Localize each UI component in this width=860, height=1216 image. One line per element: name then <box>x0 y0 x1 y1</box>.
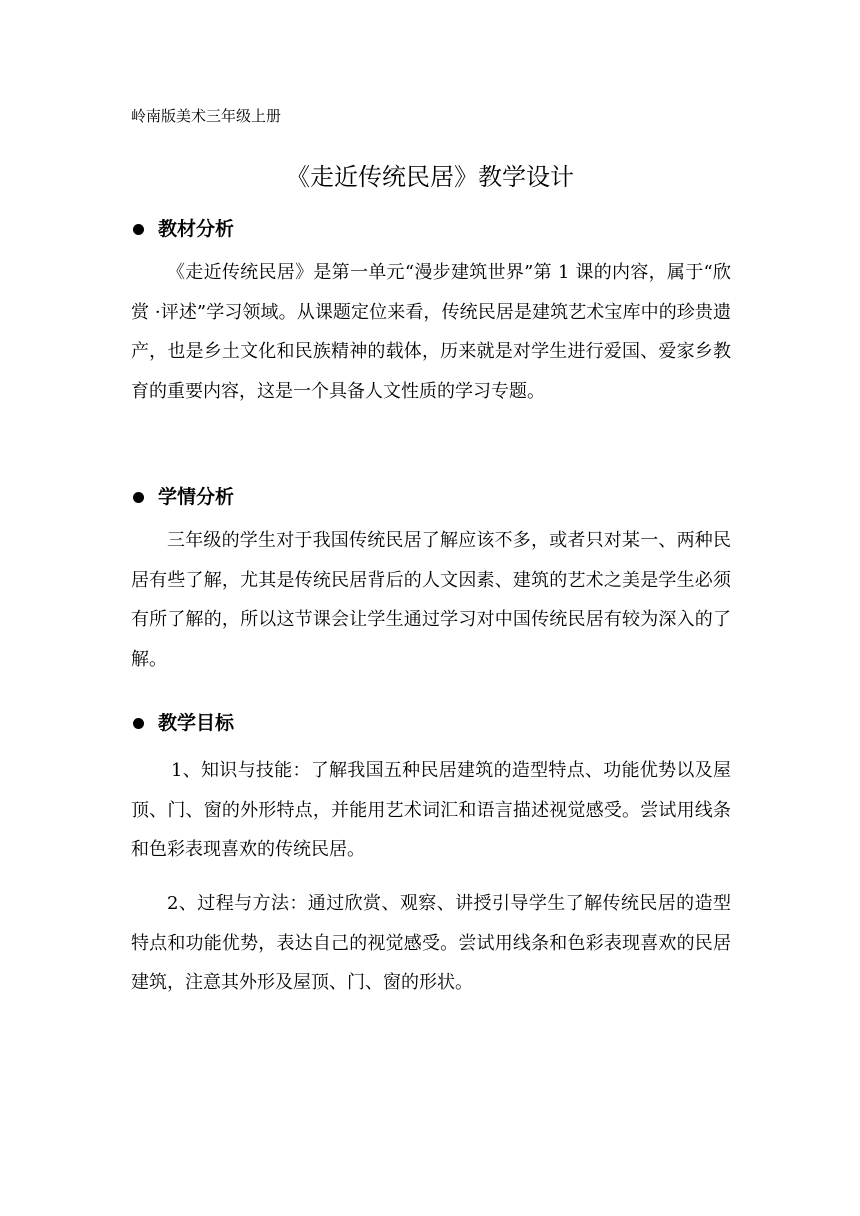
header-note: 岭南版美术三年级上册 <box>131 107 282 125</box>
section-heading-textbook-analysis <box>131 216 234 242</box>
section-heading-label: 教材分析 <box>158 218 235 240</box>
section-heading-teaching-goals <box>131 710 234 736</box>
paragraph-goal-process-methods: 2、过程与方法：通过欣赏、观察、讲授引导学生了解传统民居的造型特点和功能优势，表达自己的视觉感受。尝试用线条和色彩表现喜欢的民居建筑，注意其外形及屋顶、门、窗的形状。 <box>131 893 731 993</box>
paragraph-student-analysis: 三年级的学生对于我国传统民居了解应该不多，或者只对某一、两种民居有些了解，尤其是传统民居背后的人文因素、建筑的艺术之美是学生必须有所了解的，所以这节课会让学生通过学习对中国传统民居有较为深入的了解。 <box>131 530 731 670</box>
document-title: 《走近传统民居》教学设计 <box>286 163 574 191</box>
bullet-icon <box>133 224 144 235</box>
section-heading-label: 学情分析 <box>158 486 235 508</box>
paragraph-goal-knowledge-skills: 1、知识与技能：了解我国五种民居建筑的造型特点、功能优势以及屋顶、门、窗的外形特点，并能用艺术词汇和语言描述视觉感受。尝试用线条和色彩表现喜欢的传统民居。 <box>131 760 731 860</box>
section-heading-student-analysis <box>131 484 234 510</box>
paragraph-textbook-analysis: 《走近传统民居》是第一单元“漫步建筑世界”第 1 课的内容，属于“欣赏 ·评述”学习领域。从课题定位来看，传统民居是建筑艺术宝库中的珍贵遗产，也是乡土文化和民族精神的载体，历来就是对学生进行爱国、爱家乡教育的重要内容，这是一个具备人文性质的学习专题。 <box>131 262 731 402</box>
bullet-icon <box>133 718 144 729</box>
section-heading-label: 教学目标 <box>158 712 235 734</box>
bullet-icon <box>133 492 144 503</box>
